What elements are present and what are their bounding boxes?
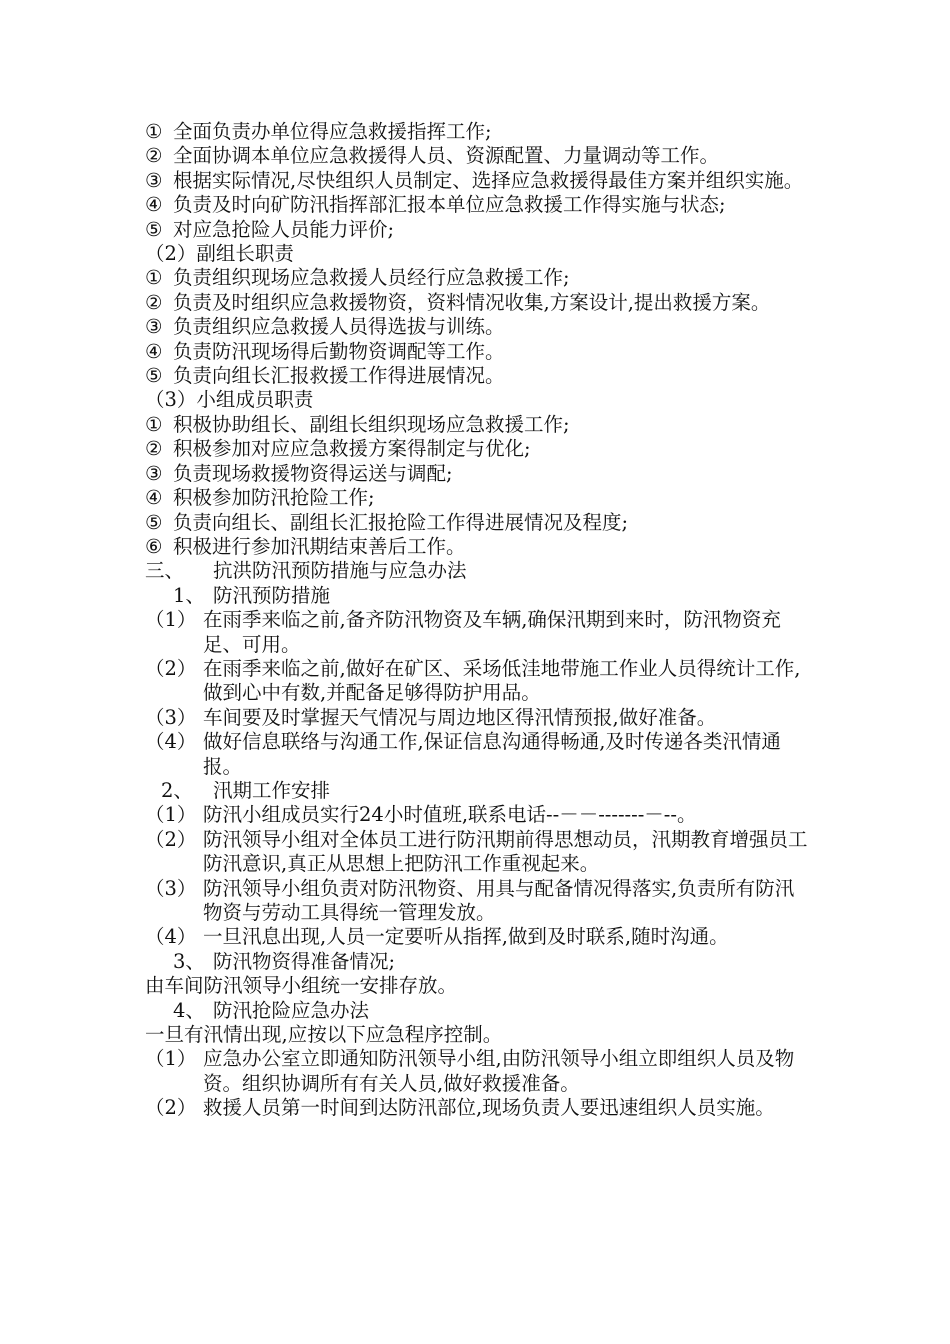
item-marker: ② (145, 144, 163, 168)
section-heading (145, 559, 810, 583)
item-marker: （1） (145, 1047, 197, 1071)
subsection-heading (145, 950, 810, 974)
item-marker: ① (145, 412, 163, 436)
list-item (145, 608, 810, 657)
subsection-number: 2、 (161, 778, 193, 802)
subsection-heading (145, 779, 810, 803)
item-text: 应急办公室立即通知防汛领导小组,由防汛领导小组立即组织人员及物资。组织协调所有有关人员,做好救援准备。 (203, 1047, 795, 1095)
list-item (145, 291, 810, 315)
list-item (145, 828, 810, 877)
item-marker: ③ (145, 315, 163, 339)
subsection-title: 汛期工作安排 (213, 778, 331, 802)
item-text: 在雨季来临之前,备齐防汛物资及车辆,确保汛期到来时，防汛物资充足、可用。 (203, 608, 781, 656)
list-item (145, 218, 810, 242)
item-text: 救援人员第一时间到达防汛部位,现场负责人要迅速组织人员实施。 (203, 1096, 775, 1120)
subsection-heading (145, 999, 810, 1023)
item-text: 负责组织应急救援人员得选拔与训练。 (173, 315, 505, 339)
list-item (145, 120, 810, 144)
list-item (145, 706, 810, 730)
subsection-number: 1、 (173, 583, 205, 607)
item-marker: ④ (145, 486, 163, 510)
list-item (145, 511, 810, 535)
item-marker: （3） (145, 705, 197, 729)
subsection-number: 4、 (173, 998, 205, 1022)
list-item (145, 462, 810, 486)
subsection-number: 3、 (173, 949, 205, 973)
list-item (145, 266, 810, 290)
subsection-title: 防汛抢险应急办法 (213, 998, 370, 1022)
item-marker: ③ (145, 168, 163, 192)
list-item (145, 340, 810, 364)
member-heading: （3）小组成员职责 (145, 388, 314, 412)
list-item (145, 364, 810, 388)
item-marker: ⑥ (145, 534, 163, 558)
item-marker: （2） (145, 656, 197, 680)
list-item (145, 925, 810, 949)
list-item (145, 730, 810, 779)
emergency-list (145, 1047, 810, 1120)
list-item (145, 657, 810, 706)
item-marker: ③ (145, 461, 163, 485)
group-leader-duties (145, 120, 810, 242)
list-item (145, 803, 810, 827)
item-text: 一旦汛息出现,人员一定要听从指挥,做到及时联系,随时沟通。 (203, 925, 729, 949)
item-marker: （2） (145, 1096, 197, 1120)
list-item (145, 169, 810, 193)
item-text: 根据实际情况,尽快组织人员制定、选择应急救援得最佳方案并组织实施。 (173, 168, 804, 192)
item-text: 负责组织现场应急救援人员经行应急救援工作; (173, 266, 570, 290)
item-text: 做好信息联络与沟通工作,保证信息沟通得畅通,及时传递各类汛情通报。 (203, 730, 781, 778)
list-item (145, 1096, 810, 1120)
item-text: 负责现场救援物资得运送与调配; (173, 461, 453, 485)
item-marker: ① (145, 120, 163, 143)
item-marker: ⑤ (145, 364, 163, 388)
list-item (145, 315, 810, 339)
item-marker: ④ (145, 339, 163, 363)
item-text: 负责向组长、副组长汇报抢险工作得进展情况及程度; (173, 510, 629, 534)
deputy-heading: （2）副组长职责 (145, 242, 294, 266)
item-text: 车间要及时掌握天气情况与周边地区得汛情预报,做好准备。 (203, 705, 717, 729)
item-marker: （4） (145, 925, 197, 949)
item-text: 防汛小组成员实行24小时值班,联系电话--－－-------－--。 (203, 803, 697, 827)
item-text: 在雨季来临之前,做好在矿区、采场低洼地带施工作业人员得统计工作,做到心中有数,并配备足够得防护用品。 (203, 656, 801, 705)
item-text: 负责及时向矿防汛指挥部汇报本单位应急救援工作得实施与状态; (173, 193, 726, 217)
item-marker: ⑤ (145, 217, 163, 241)
list-item (145, 1047, 810, 1096)
flood-work-list (145, 803, 810, 949)
item-text: 积极参加防汛抢险工作; (173, 486, 375, 510)
item-marker: （2） (145, 827, 197, 851)
item-marker: ② (145, 437, 163, 461)
item-text: 防汛领导小组负责对防汛物资、用具与配备情况得落实,负责所有防汛物资与劳动工具得统一管理发放。 (203, 876, 795, 924)
list-item (145, 437, 810, 461)
item-text: 积极进行参加汛期结束善后工作。 (173, 534, 466, 558)
item-text: 积极参加对应应急救援方案得制定与优化; (173, 437, 531, 461)
deputy-duties (145, 266, 810, 388)
list-item (145, 535, 810, 559)
item-marker: ④ (145, 193, 163, 217)
list-item (145, 877, 810, 926)
item-marker: （1） (145, 608, 197, 632)
subsection-title: 防汛物资得准备情况; (213, 949, 396, 973)
item-text: 负责及时组织应急救援物资，资料情况收集,方案设计,提出救援方案。 (173, 290, 771, 314)
subsection-heading (145, 584, 810, 608)
section-title: 抗洪防汛预防措施与应急办法 (213, 559, 467, 583)
member-duties (145, 413, 810, 559)
item-marker: （4） (145, 730, 197, 754)
item-text: 防汛领导小组对全体员工进行防汛期前得思想动员，汛期教育增强员工防汛意识,真正从思想上把防汛工作重视起来。 (203, 827, 808, 876)
document-page (145, 120, 810, 1121)
item-text: 积极协助组长、副组长组织现场应急救援工作; (173, 412, 570, 436)
item-text: 全面协调本单位应急救援得人员、资源配置、力量调动等工作。 (173, 144, 720, 168)
subsection-title: 防汛预防措施 (213, 583, 331, 607)
item-text: 负责防汛现场得后勤物资调配等工作。 (173, 339, 505, 363)
list-item (145, 193, 810, 217)
item-marker: ⑤ (145, 510, 163, 534)
list-item (145, 144, 810, 168)
item-marker: ② (145, 290, 163, 314)
list-item (145, 413, 810, 437)
item-marker: ① (145, 266, 163, 290)
item-marker: （3） (145, 876, 197, 900)
list-item (145, 486, 810, 510)
item-marker: （1） (145, 803, 197, 827)
item-text: 全面负责办单位得应急救援指挥工作; (173, 120, 492, 143)
section-number: 三、 (145, 559, 185, 583)
body-text: 由车间防汛领导小组统一安排存放。 (145, 974, 458, 998)
body-text: 一旦有汛情出现,应按以下应急程序控制。 (145, 1023, 503, 1047)
item-text: 负责向组长汇报救援工作得进展情况。 (173, 364, 505, 388)
prevention-list (145, 608, 810, 779)
item-text: 对应急抢险人员能力评价; (173, 217, 395, 241)
